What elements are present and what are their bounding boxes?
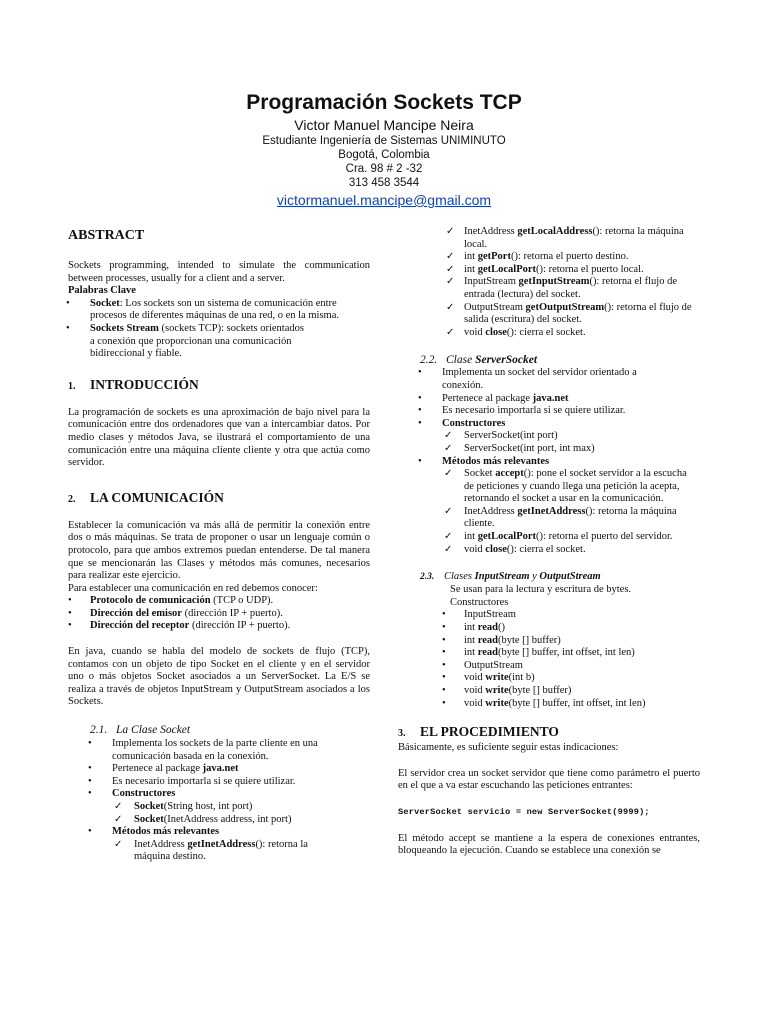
method-type: OutputStream <box>464 301 526 313</box>
method-name: read <box>477 634 498 646</box>
method-description: (): retorna el flujo de salida (escritura) del socket. <box>464 301 692 326</box>
section-title: EL PROCEDIMIENTO <box>420 724 559 740</box>
section-2-3-heading <box>398 570 700 584</box>
check-icon: ✓ <box>444 442 453 454</box>
list-item <box>398 226 700 251</box>
bullet-icon: • <box>418 367 422 379</box>
check-icon: ✓ <box>444 505 453 517</box>
abstract-heading: ABSTRACT <box>68 228 145 243</box>
list-item <box>398 531 700 544</box>
item-text: Constructores <box>112 788 176 800</box>
method-name: getPort <box>477 251 511 263</box>
list-item <box>68 763 370 776</box>
check-icon: ✓ <box>446 326 455 338</box>
method-description: (): cierra el socket. <box>506 543 586 555</box>
bullet-icon: • <box>442 609 446 621</box>
method-name: close <box>485 326 507 338</box>
check-icon: ✓ <box>446 251 455 263</box>
method-description: (): cierra el socket. <box>506 326 586 338</box>
list-item <box>398 456 700 469</box>
right-column <box>398 226 700 858</box>
method-type: InetAddress <box>134 838 188 850</box>
method-type: void <box>464 326 486 338</box>
method-type: int <box>464 647 478 659</box>
bullet-icon: • <box>442 634 446 646</box>
method-description: (): retorna el flujo de entrada (lectura) del socket. <box>464 276 677 300</box>
list-item <box>68 776 370 789</box>
method-type: int <box>464 251 478 263</box>
class-name: ServerSocket <box>475 354 538 367</box>
list-item <box>398 443 700 456</box>
section-2-3-subheading: Constructores <box>450 596 509 608</box>
method-description: (): pone el socket servidor a la escucha de peticiones y cuando llega una petición la acepta, retornando el socket a usar en la comunicación. <box>464 468 687 505</box>
method-type: Socket <box>464 468 496 480</box>
author-address: Cra. 98 # 2 -32 <box>345 163 423 175</box>
section-3-text-3: El método accept se mantiene a la espera de conexiones entrantes, bloqueando la ejecución. Cuando se establece una conexión se <box>398 832 700 857</box>
list-item <box>398 302 700 327</box>
keyword-item <box>68 323 370 361</box>
list-item <box>398 647 700 660</box>
check-icon: ✓ <box>446 226 455 237</box>
author-city: Bogotá, Colombia <box>338 149 430 161</box>
list-item <box>398 622 700 635</box>
method-description: (): retorna el puerto del servidor. <box>536 531 673 543</box>
keywords-heading: Palabras Clave <box>68 285 136 297</box>
method-description: (): retorna la máquina destino. <box>134 838 308 863</box>
item-text: Es necesario importarla si se quiere utilizar. <box>442 405 626 417</box>
method-name: write <box>485 697 509 709</box>
section-2-3-text: Se usan para la lectura y escritura de bytes. <box>450 584 632 596</box>
method-name: write <box>485 672 509 684</box>
item-term: Protocolo de comunicación <box>90 595 211 607</box>
check-icon: ✓ <box>444 430 453 442</box>
list-item <box>398 367 700 392</box>
list-item <box>398 264 700 277</box>
bullet-icon: • <box>88 826 92 838</box>
section-number: 2.3. <box>420 572 435 583</box>
list-item <box>398 635 700 648</box>
list-item <box>398 609 700 622</box>
method-name: getInetAddress <box>517 505 586 517</box>
section-title: Clases <box>444 571 475 583</box>
section-title: Clase <box>446 354 476 367</box>
bullet-icon: • <box>442 659 446 671</box>
class-name: InputStream <box>474 571 530 583</box>
keywords-list <box>68 298 370 361</box>
method-type: InputStream <box>464 276 519 288</box>
keyword-term: Socket <box>90 297 120 309</box>
section-number: 2.1. <box>90 724 108 737</box>
author-affiliation: Estudiante Ingeniería de Sistemas UNIMINUTO <box>262 135 506 147</box>
list-item <box>68 826 370 839</box>
list-item <box>68 620 370 633</box>
bullet-icon: • <box>68 620 72 632</box>
method-args: (InetAddress address, int port) <box>163 813 292 825</box>
method-type: void <box>464 697 486 709</box>
keyword-definition: (sockets TCP): sockets orientados a conexión que proporcionan una comunicación bidireccional y fiable. <box>90 322 304 360</box>
method-name: getLocalPort <box>477 531 537 543</box>
bullet-icon: • <box>442 622 446 634</box>
section-2-intro: Para establecer una comunicación en red debemos conocer: <box>68 582 318 594</box>
author-name: Victor Manuel Mancipe Neira <box>294 117 474 133</box>
bullet-icon: • <box>442 685 446 696</box>
method-type: int <box>464 263 478 275</box>
list-item <box>398 660 700 673</box>
item-detail: (dirección IP + puerto). <box>189 620 291 632</box>
abstract-text: Sockets programming, intended to simulate the communication between processes, usually for a client and a server. <box>68 260 370 284</box>
author-phone: 313 458 3544 <box>348 177 420 189</box>
list-item <box>398 698 700 711</box>
method-args: (String host, int port) <box>163 801 253 812</box>
method-args: (byte [] buffer, int offset, int len) <box>508 697 646 709</box>
method-args: (byte [] buffer, int offset, int len) <box>497 647 635 659</box>
method-type: int <box>464 531 478 543</box>
list-item <box>398 468 700 506</box>
list-item <box>68 595 370 608</box>
method-type: void <box>464 543 486 555</box>
list-item <box>68 814 370 827</box>
method-name: accept <box>495 468 524 480</box>
method-args: (int b) <box>508 672 535 684</box>
list-item <box>68 738 370 763</box>
item-text: Constructores <box>442 417 506 429</box>
method-name: getLocalPort <box>477 263 537 275</box>
section-2-text-2: En java, cuando se habla del modelo de sockets de flujo (TCP), contamos con un objeto de tipo Socket en el cliente y en el servidor uno o más objetos Socket asociados a un ServerSocket. La E/S se realiza a través de objetos InputStream y OutputStream asociados a los Sockets. <box>68 646 370 708</box>
method-description: (): retorna la máquina local. <box>464 226 684 250</box>
author-email-link[interactable]: victormanuel.mancipe@gmail.com <box>276 192 492 208</box>
list-item <box>398 405 700 418</box>
section-title-joiner: y <box>529 571 540 583</box>
item-text: Métodos más relevantes <box>442 455 550 467</box>
list-item <box>68 788 370 801</box>
method-args: () <box>497 622 505 634</box>
bullet-icon: • <box>418 417 422 429</box>
method-type: int <box>464 634 478 646</box>
package-name: java.net <box>202 763 239 775</box>
list-item <box>398 276 700 301</box>
bullet-icon: • <box>88 763 92 775</box>
stream-methods-list <box>398 609 700 710</box>
section-3-text-2: El servidor crea un socket servidor que tiene como parámetro el puerto en el que a va estar escuchando las peticiones entrantes: <box>398 767 700 792</box>
section-2-text: Establecer la comunicación va más allá de permitir la conexión entre dos o más máquinas. Se trata de proponer o usar un lenguaje común o protocolo, para que ambos extremos puedan entenderse. De tal manera que se mencionarán las Clases y métodos más comunes, necesarios para realizar este ejercicio. <box>68 519 370 582</box>
item-term: Dirección del emisor <box>90 607 182 619</box>
list-item <box>398 418 700 431</box>
bullet-icon: • <box>88 775 92 787</box>
section-title: LA COMUNICACIÓN <box>90 489 224 505</box>
check-icon: ✓ <box>446 276 455 288</box>
bullet-icon: • <box>442 672 446 684</box>
communication-requirements-list <box>68 595 370 633</box>
keyword-item <box>68 298 370 323</box>
item-term: Dirección del receptor <box>90 620 190 632</box>
item-detail: (dirección IP + puerto). <box>181 607 283 619</box>
code-snippet: ServerSocket servicio = new ServerSocket(9999); <box>398 806 650 817</box>
section-3-text-1: Básicamente, es suficiente seguir estas indicaciones: <box>398 742 619 754</box>
check-icon: ✓ <box>444 543 453 555</box>
check-icon: ✓ <box>446 263 455 275</box>
serversocket-class-list <box>398 367 700 556</box>
section-title: La Clase Socket <box>116 724 191 737</box>
method-name: write <box>485 685 509 696</box>
check-icon: ✓ <box>444 468 453 480</box>
check-icon: ✓ <box>114 801 123 812</box>
constructor-signature: ServerSocket(int port) <box>464 430 558 442</box>
method-name: getInetAddress <box>187 838 256 850</box>
bullet-icon: • <box>442 647 446 659</box>
bullet-icon: • <box>68 607 72 619</box>
item-text: Es necesario importarla si se quiere utilizar. <box>112 775 296 787</box>
method-name: getLocalAddress <box>517 226 593 237</box>
method-name: read <box>477 647 498 659</box>
method-type: int <box>464 622 478 634</box>
section-2-1-heading <box>68 723 370 737</box>
bullet-icon: • <box>66 297 70 309</box>
check-icon: ✓ <box>446 301 455 313</box>
method-description: (): retorna la máquina cliente. <box>464 505 677 530</box>
check-icon: ✓ <box>114 813 123 825</box>
method-name: close <box>485 543 507 555</box>
check-icon: ✓ <box>114 838 123 850</box>
method-type: InetAddress <box>464 505 518 517</box>
list-item <box>398 430 700 443</box>
list-item <box>398 506 700 531</box>
method-args: (byte [] buffer) <box>497 634 561 646</box>
method-description: (): retorna el puerto destino. <box>510 251 629 263</box>
class-name: OutputStream <box>464 659 523 671</box>
method-type: InetAddress <box>464 226 518 237</box>
item-text: Pertenece al package <box>442 392 533 404</box>
method-name: read <box>477 622 498 634</box>
bullet-icon: • <box>88 788 92 800</box>
list-item <box>68 839 370 864</box>
bullet-icon: • <box>66 322 70 334</box>
socket-class-list <box>68 738 370 864</box>
bullet-icon: • <box>418 392 422 404</box>
left-column <box>68 228 370 864</box>
method-name: getInputStream <box>518 276 590 288</box>
method-name: Socket <box>134 801 164 812</box>
bullet-icon: • <box>442 697 446 709</box>
bullet-icon: • <box>418 405 422 417</box>
list-item <box>68 801 370 814</box>
method-name: getOutputStream <box>525 301 605 313</box>
list-item <box>398 393 700 406</box>
section-3-heading <box>398 724 700 742</box>
item-detail: (TCP o UDP). <box>210 595 274 607</box>
method-type: void <box>464 672 486 684</box>
method-name: Socket <box>134 813 164 825</box>
list-item <box>398 251 700 264</box>
paper-header <box>0 90 768 209</box>
socket-methods-continued-list <box>398 226 700 339</box>
section-2-heading <box>68 490 370 508</box>
section-2-2-heading <box>398 353 700 367</box>
section-number: 3. <box>398 728 406 740</box>
bullet-icon: • <box>88 738 92 750</box>
item-text: Métodos más relevantes <box>112 826 220 838</box>
list-item <box>68 608 370 621</box>
list-item <box>398 672 700 685</box>
list-item <box>398 327 700 340</box>
class-name: InputStream <box>464 609 516 621</box>
keyword-definition: : Los sockets son un sistema de comunicación entre procesos de diferentes máquinas de una red, o en la misma. <box>90 297 340 322</box>
package-name: java.net <box>532 392 569 404</box>
keyword-term: Sockets Stream <box>90 322 159 334</box>
list-item <box>398 544 700 557</box>
check-icon: ✓ <box>444 531 453 543</box>
paper-title: Programación Sockets TCP <box>246 91 522 114</box>
constructor-signature: ServerSocket(int port, int max) <box>464 442 595 454</box>
section-number: 2. <box>68 493 76 505</box>
section-title: INTRODUCCIÓN <box>90 376 199 392</box>
section-1-text: La programación de sockets es una aproximación de bajo nivel para la comunicación entre dos ordenadores que van a intercambiar datos. Por medio clases y métodos Java, se ilustrará el comportamiento de una comunicación entre una máquina cliente cliente y otra que actúa como servidor. <box>68 406 370 469</box>
bullet-icon: • <box>68 595 72 607</box>
bullet-icon: • <box>418 455 422 467</box>
method-description: (): retorna el puerto local. <box>536 263 644 275</box>
method-args: (byte [] buffer) <box>508 685 572 696</box>
item-text: Implementa un socket del servidor orientado a conexión. <box>442 367 637 391</box>
item-text: Pertenece al package <box>112 763 203 775</box>
item-text: Implementa los sockets de la parte cliente en una comunicación basada en la conexión. <box>112 738 318 762</box>
section-number: 2.2. <box>420 354 438 367</box>
class-name: OutputStream <box>539 571 601 583</box>
list-item <box>398 685 700 698</box>
method-type: void <box>464 685 486 696</box>
section-number: 1. <box>68 380 76 392</box>
section-1-heading <box>68 377 370 395</box>
